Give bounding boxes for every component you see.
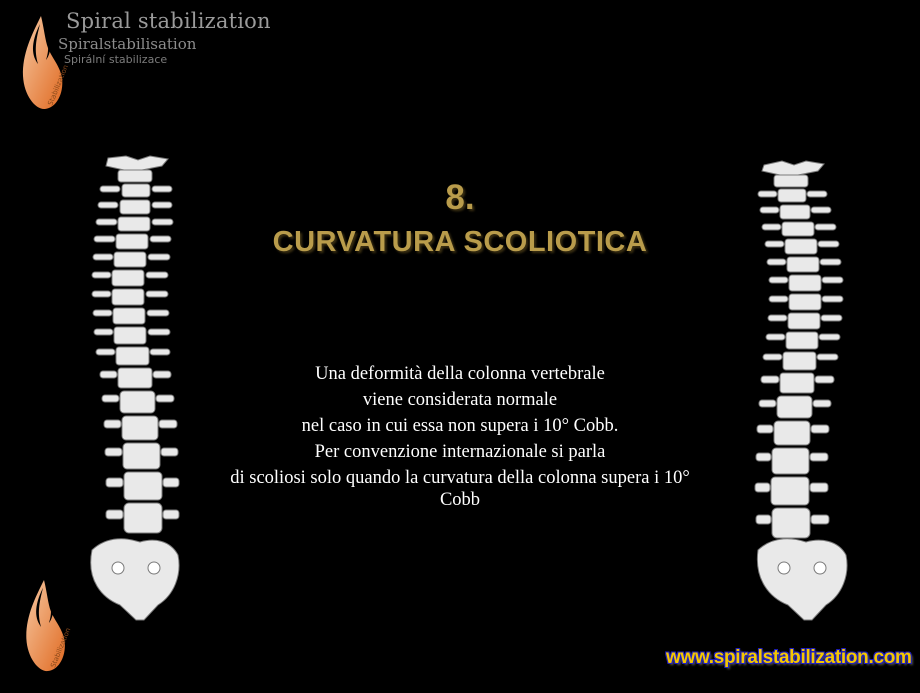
body-line: Cobb xyxy=(439,490,481,510)
body-line: Per convenzione internazionale si parla xyxy=(314,442,606,462)
body-line: viene considerata normale xyxy=(362,390,558,410)
brand-title-cz: Spirální stabilizace xyxy=(64,53,168,66)
website-link[interactable]: www.spiralstabilization.com xyxy=(666,647,912,668)
slide-body xyxy=(140,361,780,509)
brand-title-en: Spiral stabilization xyxy=(66,9,271,33)
brand-title-de: Spiralstabilisation xyxy=(58,35,197,53)
brand-header xyxy=(18,8,288,108)
body-line: di scoliosi solo quando la curvatura della colonna supera i 10° xyxy=(230,468,690,488)
svg-text:Stabilization: Stabilization xyxy=(49,626,73,669)
body-line: nel caso in cui essa non supera i 10° Cobb. xyxy=(301,416,619,436)
body-line: Una deformità della colonna vertebrale xyxy=(315,364,605,384)
flame-logo-icon xyxy=(18,578,73,674)
svg-text:Stabilization: Stabilization xyxy=(46,63,71,107)
flame-logo-icon xyxy=(18,14,71,112)
slide-title: CURVATURA SCOLIOTICA xyxy=(272,226,648,258)
brand-footer-logo xyxy=(18,578,78,676)
slide-number: 8. xyxy=(445,178,475,217)
